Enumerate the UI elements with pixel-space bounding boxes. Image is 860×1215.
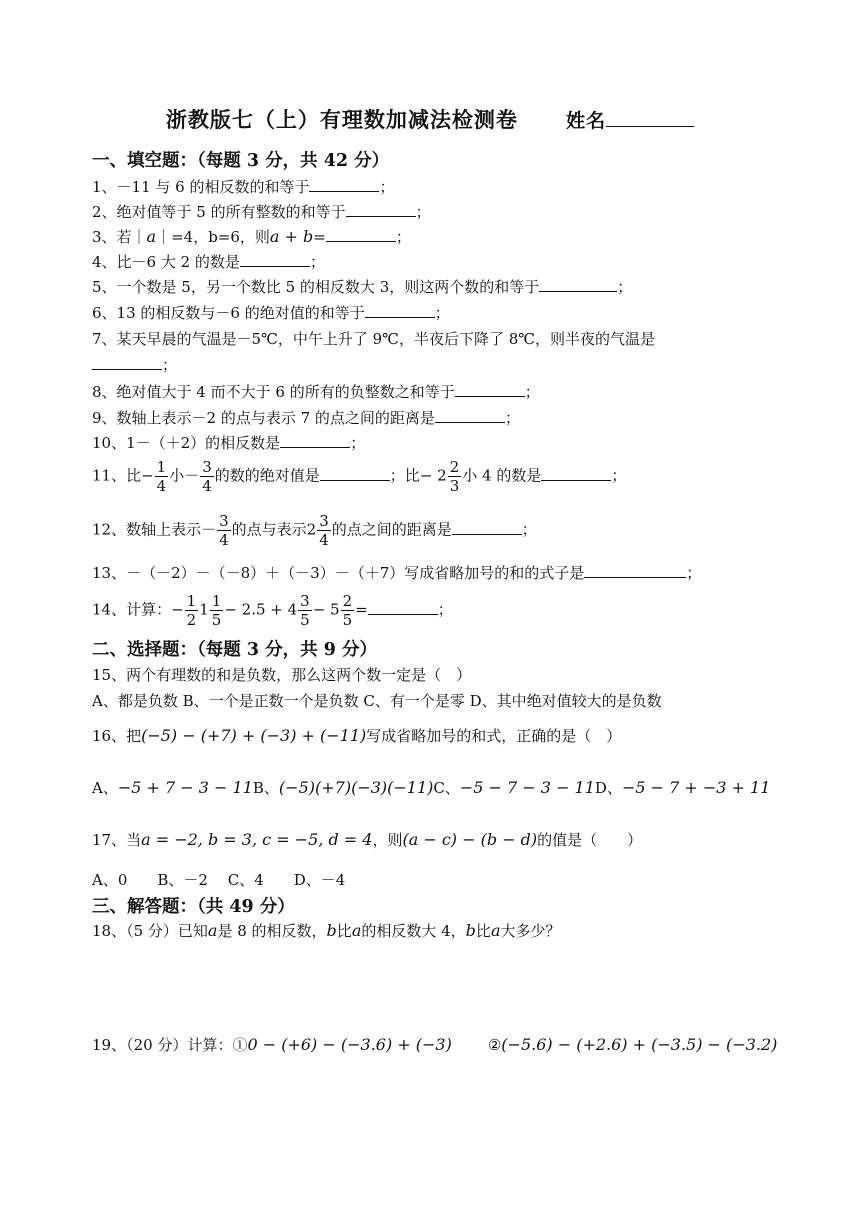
fraction: $\frac{1}{5}$	[211, 592, 222, 629]
question-16-options: A、−5 + 7 − 3 − 11B、(−5)(+7)(−3)(−11)C、−5 − 7 − 3 − 11D、−5 − 7 + −3 + 11	[92, 778, 771, 797]
answer-blank[interactable]	[309, 177, 379, 192]
question-16: 16、把(−5) − (+7) + (−3) + (−11)写成省略加号的和式，正确的是（ ）	[92, 726, 622, 745]
fraction: $\frac{3}{5}$	[300, 592, 310, 629]
question-19: 19、（20 分）计算：①0 − (+6) − (−3.6) + (−3) ②(−5.6) − (+2.6) + (−3.5) − (−3.2)	[92, 1035, 778, 1054]
question-12: 12、数轴上表示－ $\frac{3}{4}$ 的点与表示2 $\frac{3}{4}$ 的点之间的距离是 ；	[92, 512, 537, 549]
question-7-answer: ；	[92, 354, 177, 375]
fraction: $\frac{2}{3}$	[449, 458, 460, 495]
fraction: $\frac{3}{4}$	[202, 458, 212, 495]
section-choice: 二、选择题：（每题 3 分，共 9 分）	[92, 640, 377, 660]
question-15: 15、两个有理数的和是负数，那么这两个数一定是（ ）	[92, 666, 472, 684]
fraction: $\frac{3}{4}$	[319, 512, 329, 549]
question-7: 7、某天早晨的气温是－5℃，中午上升了 9℃，半夜后下降了 8℃，则半夜的气温是	[92, 330, 656, 348]
question-13: 13、－（－2）－（－8）＋（－3）－（＋7）写成省略加号的和的式子是 ；	[92, 564, 702, 582]
answer-blank[interactable]	[539, 277, 617, 292]
question-15-options: A、都是负数 B、一个是正数一个是负数 C、有一个是零 D、其中绝对值较大的是负数	[92, 692, 662, 710]
question-17: 17、当a = −2, b = 3, c = −5, d = 4，则(a − c) − (b − d)的值是（ ）	[92, 830, 643, 849]
answer-blank[interactable]	[541, 466, 611, 481]
answer-blank[interactable]	[320, 466, 390, 481]
answer-blank[interactable]	[240, 252, 310, 267]
answer-blank[interactable]	[92, 355, 162, 370]
answer-blank[interactable]	[455, 382, 525, 397]
question-3: 3、若｜a｜=4，b=6，则a + b= ；	[92, 227, 411, 246]
title-text: 浙教版七（上）有理数加减法检测卷	[165, 107, 518, 132]
question-17-options: A、0 B、－2 C、4 D、－4	[92, 871, 346, 889]
question-4: 4、比－6 大 2 的数是 ；	[92, 253, 325, 271]
answer-blank[interactable]	[368, 600, 438, 615]
question-8: 8、绝对值大于 4 而不大于 6 的所有的负整数之和等于 ；	[92, 383, 540, 401]
question-6: 6、13 的相反数与－6 的绝对值的和等于 ；	[92, 304, 450, 322]
question-11: 11、比− $\frac{1}{4}$ 小－ $\frac{3}{4}$ 的数的绝对值是 ；比− 2 $\frac{2}{3}$ 小 4 的数是 ；	[92, 458, 627, 495]
question-18: 18、（5 分）已知a是 8 的相反数，b比a的相反数大 4，b比a大多少？	[92, 921, 561, 940]
question-2: 2、绝对值等于 5 的所有整数的和等于 ；	[92, 203, 431, 221]
question-14: 14、计算：− $\frac{1}{2}$ 1 $\frac{1}{5}$ − 2.5 + 4 $\frac{3}{5}$ − 5 $\frac{2}{5}$ = ；	[92, 592, 453, 629]
name-field-label: 姓名	[566, 110, 694, 132]
answer-blank[interactable]	[280, 433, 350, 448]
fraction: $\frac{2}{5}$	[342, 592, 353, 629]
question-10: 10、1－（＋2）的相反数是 ；	[92, 434, 366, 452]
fraction: $\frac{1}{4}$	[156, 458, 167, 495]
answer-blank[interactable]	[584, 563, 686, 578]
answer-blank[interactable]	[435, 408, 505, 423]
fraction: $\frac{3}{4}$	[219, 512, 229, 549]
answer-blank[interactable]	[326, 227, 396, 242]
answer-blank[interactable]	[346, 202, 416, 217]
question-5: 5、一个数是 5，另一个数比 5 的相反数大 3，则这两个数的和等于 ；	[92, 278, 633, 296]
question-1: 1、－11 与 6 的相反数的和等于 ；	[92, 178, 395, 196]
fraction: $\frac{1}{2}$	[186, 592, 197, 629]
section-answer: 三、解答题：（共 49 分）	[92, 897, 295, 917]
question-9: 9、数轴上表示－2 的点与表示 7 的点之间的距离是 ；	[92, 409, 520, 427]
name-blank[interactable]	[606, 108, 694, 127]
answer-blank[interactable]	[452, 520, 522, 535]
page-title	[0, 104, 860, 134]
answer-blank[interactable]	[365, 303, 435, 318]
section-fill-in: 一、填空题：（每题 3 分，共 42 分）	[92, 151, 390, 171]
